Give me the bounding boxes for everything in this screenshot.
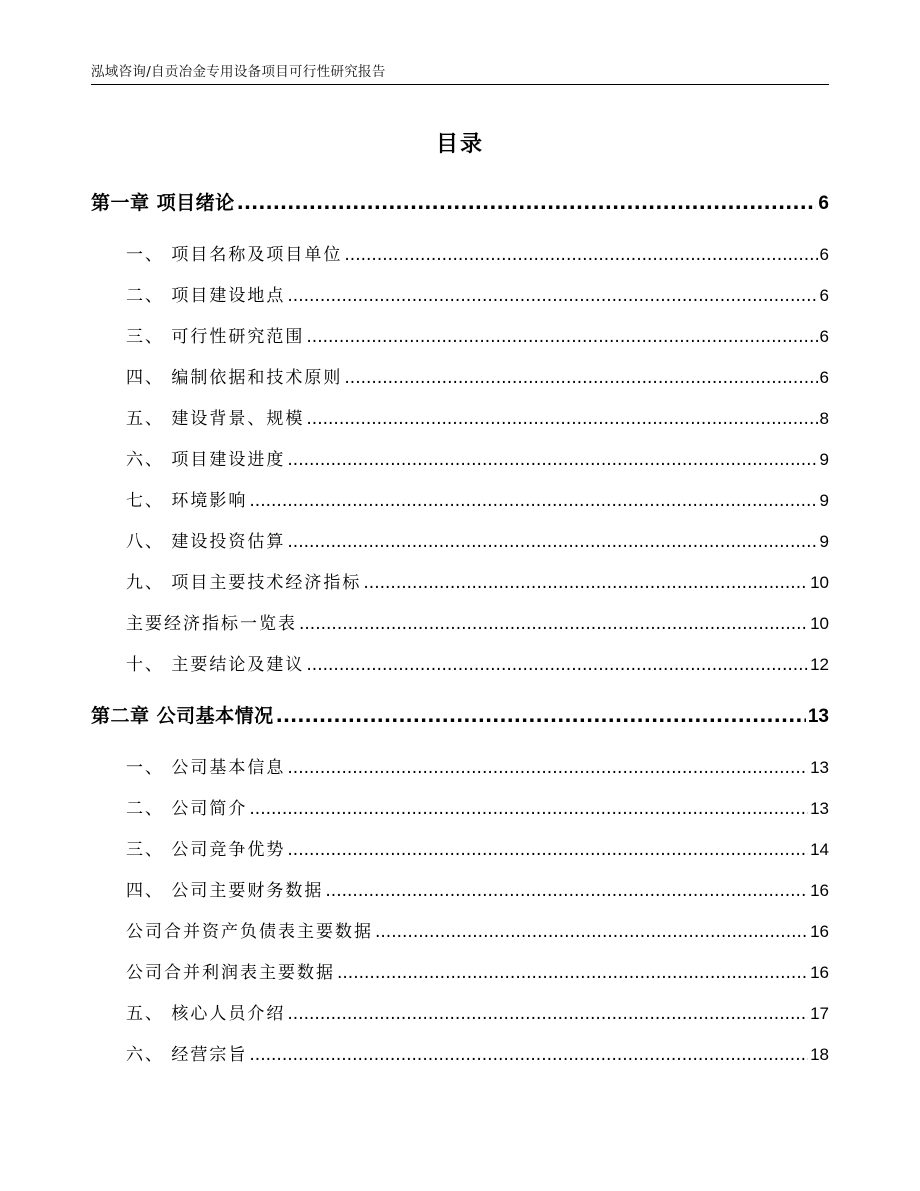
toc-entry-page: 10 bbox=[810, 614, 829, 633]
toc-entry-page: 12 bbox=[810, 655, 829, 674]
toc-entry-title: 第一章 项目绪论 bbox=[91, 192, 235, 214]
dot-leader bbox=[249, 799, 808, 819]
toc-entry-page: 16 bbox=[810, 922, 829, 941]
toc-entry-page: 8 bbox=[819, 409, 829, 428]
toc-entry-page: 16 bbox=[810, 963, 829, 982]
toc-entry-chapter-2[interactable] bbox=[91, 701, 829, 728]
dot-leader bbox=[325, 881, 808, 901]
toc-entry[interactable] bbox=[91, 609, 829, 634]
toc-entry[interactable] bbox=[91, 650, 829, 675]
toc-entry-page: 6 bbox=[819, 286, 829, 305]
toc-entry[interactable] bbox=[91, 835, 829, 860]
toc-entry-title: 十、 主要结论及建议 bbox=[126, 655, 305, 675]
toc-entry[interactable] bbox=[91, 753, 829, 778]
toc-entry[interactable] bbox=[91, 794, 829, 819]
dot-leader bbox=[287, 286, 817, 306]
dot-leader bbox=[344, 368, 817, 388]
toc-entry[interactable] bbox=[91, 404, 829, 429]
toc-entry[interactable] bbox=[91, 322, 829, 347]
toc-entry[interactable] bbox=[91, 486, 829, 511]
dot-leader bbox=[299, 614, 808, 634]
toc-entry-title: 二、 项目建设地点 bbox=[126, 286, 286, 306]
dot-leader bbox=[287, 1004, 808, 1024]
toc-entry-page: 17 bbox=[810, 1004, 829, 1023]
toc-entry-page: 13 bbox=[807, 706, 829, 727]
toc-entry-page: 14 bbox=[810, 840, 829, 859]
toc-entry-title: 五、 建设背景、规模 bbox=[126, 409, 305, 429]
toc-entry-page: 9 bbox=[819, 532, 829, 551]
toc-entry[interactable] bbox=[91, 240, 829, 265]
toc-entry[interactable] bbox=[91, 445, 829, 470]
dot-leader bbox=[337, 963, 808, 983]
toc-entry-chapter-1[interactable] bbox=[91, 188, 829, 215]
header-rule bbox=[91, 84, 829, 85]
dot-leader bbox=[306, 409, 817, 429]
dot-leader bbox=[287, 840, 808, 860]
toc-entry-page: 13 bbox=[810, 799, 829, 818]
toc-entry-title: 四、 公司主要财务数据 bbox=[126, 881, 324, 901]
toc-entry-title: 第二章 公司基本情况 bbox=[91, 705, 274, 727]
toc-entry-page: 18 bbox=[810, 1045, 829, 1064]
dot-leader bbox=[344, 245, 817, 265]
dot-leader bbox=[363, 573, 808, 593]
toc-entry-title: 四、 编制依据和技术原则 bbox=[126, 368, 343, 388]
toc-entry-page: 6 bbox=[819, 245, 829, 264]
toc-entry[interactable] bbox=[91, 363, 829, 388]
toc-title: 目录 bbox=[435, 132, 484, 157]
dot-leader bbox=[375, 922, 808, 942]
toc-entry[interactable] bbox=[91, 527, 829, 552]
toc-entry-title: 主要经济指标一览表 bbox=[126, 614, 297, 634]
toc-entry-title: 五、 核心人员介绍 bbox=[126, 1004, 286, 1024]
dot-leader bbox=[249, 491, 817, 511]
toc-entry-page: 6 bbox=[819, 368, 829, 387]
toc-entry[interactable] bbox=[91, 281, 829, 306]
toc-entry[interactable] bbox=[91, 958, 829, 983]
toc-entry-page: 6 bbox=[819, 327, 829, 346]
toc-entry-title: 三、 可行性研究范围 bbox=[126, 327, 305, 347]
toc-entry[interactable] bbox=[91, 1040, 829, 1065]
toc-entry-title: 公司合并资产负债表主要数据 bbox=[126, 922, 373, 942]
dot-leader bbox=[306, 327, 817, 347]
toc-entry-title: 六、 项目建设进度 bbox=[126, 450, 286, 470]
toc-entry-title: 三、 公司竞争优势 bbox=[126, 840, 286, 860]
toc-entry-page: 9 bbox=[819, 491, 829, 510]
toc-entry[interactable] bbox=[91, 568, 829, 593]
toc-entry[interactable] bbox=[91, 917, 829, 942]
toc-entry[interactable] bbox=[91, 876, 829, 901]
toc-entry-title: 六、 经营宗旨 bbox=[126, 1045, 248, 1065]
toc-entry-page: 13 bbox=[810, 758, 829, 777]
toc-entry-page: 6 bbox=[818, 193, 829, 214]
toc-entry-title: 一、 项目名称及项目单位 bbox=[126, 245, 343, 265]
toc-entry-page: 9 bbox=[819, 450, 829, 469]
toc-entry-title: 公司合并利润表主要数据 bbox=[126, 963, 335, 983]
dot-leader bbox=[287, 532, 817, 552]
toc-entry-title: 二、 公司简介 bbox=[126, 799, 248, 819]
dot-leader bbox=[276, 705, 806, 727]
toc-entry-title: 一、 公司基本信息 bbox=[126, 758, 286, 778]
dot-leader bbox=[287, 450, 817, 470]
dot-leader bbox=[306, 655, 808, 675]
dot-leader bbox=[237, 192, 817, 214]
dot-leader bbox=[287, 758, 808, 778]
toc-entry-title: 九、 项目主要技术经济指标 bbox=[126, 573, 362, 593]
toc-entry-page: 16 bbox=[810, 881, 829, 900]
running-header: 泓域咨询/自贡冶金专用设备项目可行性研究报告 bbox=[91, 64, 386, 80]
toc-entry[interactable] bbox=[91, 999, 829, 1024]
toc-entry-title: 八、 建设投资估算 bbox=[126, 532, 286, 552]
toc-entry-title: 七、 环境影响 bbox=[126, 491, 248, 511]
dot-leader bbox=[249, 1045, 808, 1065]
toc-entry-page: 10 bbox=[810, 573, 829, 592]
